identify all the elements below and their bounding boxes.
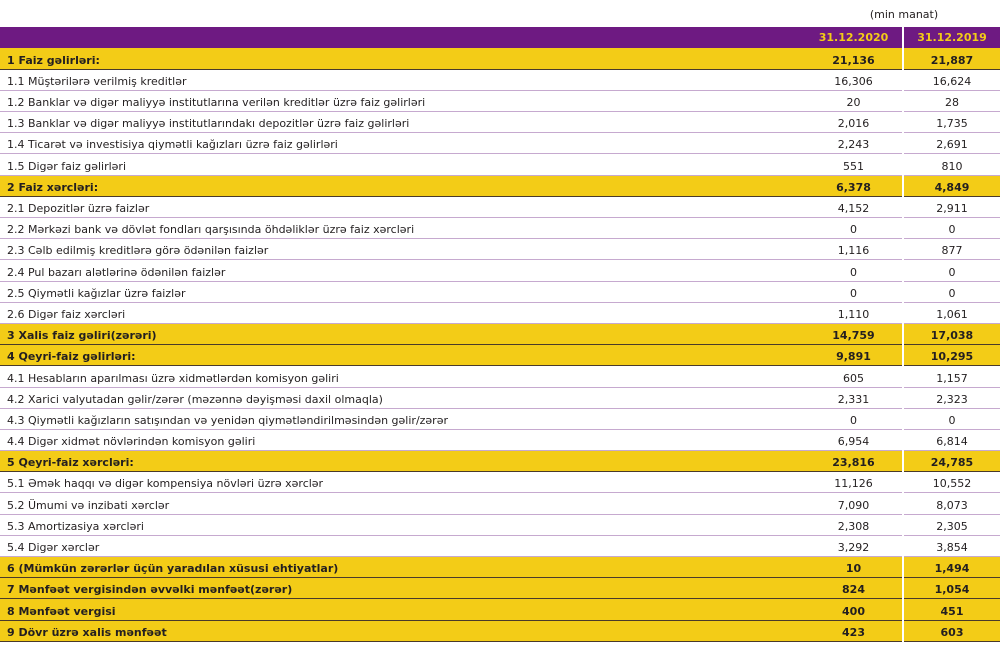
value-2019: 10,552 [903, 472, 1000, 493]
row-label: 7 Mənfəət vergisindən əvvəlki mənfəət(zərər) [0, 578, 805, 599]
table-row [0, 90, 1000, 111]
table-row [0, 154, 1000, 175]
value-2020: 2,243 [805, 133, 903, 154]
value-2019: 877 [903, 239, 1000, 260]
value-2019: 16,624 [903, 69, 1000, 90]
section-row [0, 620, 1000, 641]
section-row [0, 557, 1000, 578]
value-2020: 1,110 [805, 302, 903, 323]
value-2019: 0 [903, 281, 1000, 302]
row-label: 2.2 Mərkəzi bank və dövlət fondları qarşısında öhdəliklər üzrə faiz xərcləri [0, 218, 805, 239]
value-2020: 551 [805, 154, 903, 175]
row-label: 1.1 Müştərilərə verilmiş kreditlər [0, 69, 805, 90]
value-2020: 2,016 [805, 112, 903, 133]
value-2020: 400 [805, 599, 903, 620]
value-2019: 6,814 [903, 429, 1000, 450]
row-label: 4.2 Xarici valyutadan gəlir/zərər (məzənnə dəyişməsi daxil olmaqla) [0, 387, 805, 408]
value-2020: 9,891 [805, 345, 903, 366]
value-2020: 6,378 [805, 175, 903, 196]
value-2019: 17,038 [903, 323, 1000, 344]
table-row [0, 69, 1000, 90]
value-2019: 603 [903, 620, 1000, 641]
value-2020: 0 [805, 218, 903, 239]
row-label: 1 Faiz gəlirləri: [0, 48, 805, 69]
value-2019: 2,323 [903, 387, 1000, 408]
section-row [0, 175, 1000, 196]
row-label: 6 (Mümkün zərərlər üçün yaradılan xüsusi ehtiyatlar) [0, 557, 805, 578]
value-2020: 423 [805, 620, 903, 641]
header-date-2019: 31.12.2019 [917, 31, 987, 44]
value-2019: 2,691 [903, 133, 1000, 154]
table-row [0, 429, 1000, 450]
value-2019: 810 [903, 154, 1000, 175]
section-row [0, 578, 1000, 599]
value-2019: 451 [903, 599, 1000, 620]
value-2019: 1,735 [903, 112, 1000, 133]
table-row [0, 408, 1000, 429]
row-label: 5.2 Ümumi və inzibati xərclər [0, 493, 805, 514]
row-label: 1.3 Banklar və digər maliyyə institutlarındakı depozitlər üzrə faiz gəlirləri [0, 112, 805, 133]
value-2020: 3,292 [805, 535, 903, 556]
table-header-row [0, 27, 1000, 48]
table-row [0, 302, 1000, 323]
value-2019: 1,157 [903, 366, 1000, 387]
value-2020: 0 [805, 260, 903, 281]
row-label: 2.4 Pul bazarı alətlərinə ödənilən faizlər [0, 260, 805, 281]
table-row [0, 514, 1000, 535]
value-2019: 0 [903, 408, 1000, 429]
row-label: 5.4 Digər xərclər [0, 535, 805, 556]
value-2020: 824 [805, 578, 903, 599]
value-2020: 605 [805, 366, 903, 387]
row-label: 2.1 Depozitlər üzrə faizlər [0, 196, 805, 217]
table-row [0, 218, 1000, 239]
header-date-2020: 31.12.2020 [805, 27, 903, 48]
table-row [0, 493, 1000, 514]
value-2020: 21,136 [805, 48, 903, 69]
table-row [0, 387, 1000, 408]
value-2020: 6,954 [805, 429, 903, 450]
value-2020: 16,306 [805, 69, 903, 90]
value-2020: 23,816 [805, 451, 903, 472]
header-label-cell [0, 27, 805, 48]
table-row [0, 472, 1000, 493]
value-2020: 2,331 [805, 387, 903, 408]
value-2020: 10 [805, 557, 903, 578]
table-row [0, 260, 1000, 281]
row-label: 4 Qeyri-faiz gəlirləri: [0, 345, 805, 366]
section-row [0, 451, 1000, 472]
row-label: 1.4 Ticarət və investisiya qiymətli kağızları üzrə faiz gəlirləri [0, 133, 805, 154]
value-2020: 7,090 [805, 493, 903, 514]
table-row [0, 535, 1000, 556]
table-row [0, 112, 1000, 133]
unit-label: (min manat) [869, 8, 939, 21]
value-2020: 2,308 [805, 514, 903, 535]
value-2020: 0 [805, 281, 903, 302]
table-row [0, 239, 1000, 260]
value-2019: 28 [903, 90, 1000, 111]
value-2020: 11,126 [805, 472, 903, 493]
section-row [0, 345, 1000, 366]
value-2020: 4,152 [805, 196, 903, 217]
table-row [0, 281, 1000, 302]
value-2019: 8,073 [903, 493, 1000, 514]
value-2019: 1,054 [903, 578, 1000, 599]
section-row [0, 599, 1000, 620]
value-2019: 2,911 [903, 196, 1000, 217]
value-2019: 10,295 [903, 345, 1000, 366]
row-label: 2.6 Digər faiz xərcləri [0, 302, 805, 323]
value-2019: 24,785 [903, 451, 1000, 472]
row-label: 2 Faiz xərcləri: [0, 175, 805, 196]
value-2020: 1,116 [805, 239, 903, 260]
income-statement-table [0, 27, 1000, 642]
row-label: 1.5 Digər faiz gəlirləri [0, 154, 805, 175]
row-label: 2.5 Qiymətli kağızlar üzrə faizlər [0, 281, 805, 302]
row-label: 4.4 Digər xidmət növlərindən komisyon gəliri [0, 429, 805, 450]
value-2020: 0 [805, 408, 903, 429]
value-2019: 3,854 [903, 535, 1000, 556]
section-row [0, 323, 1000, 344]
value-2020: 20 [805, 90, 903, 111]
row-label: 5.1 Əmək haqqı və digər kompensiya növləri üzrə xərclər [0, 472, 805, 493]
row-label: 5.3 Amortizasiya xərcləri [0, 514, 805, 535]
table-row [0, 133, 1000, 154]
row-label: 4.1 Hesabların aparılması üzrə xidmətlərdən komisyon gəliri [0, 366, 805, 387]
row-label: 4.3 Qiymətli kağızların satışından və yenidən qiymətləndirilməsindən gəlir/zərər [0, 408, 805, 429]
table-row [0, 196, 1000, 217]
value-2020: 14,759 [805, 323, 903, 344]
row-label: 9 Dövr üzrə xalis mənfəət [0, 620, 805, 641]
table-row [0, 366, 1000, 387]
section-row [0, 48, 1000, 69]
row-label: 1.2 Banklar və digər maliyyə institutlarına verilən kreditlər üzrə faiz gəlirləri [0, 90, 805, 111]
value-2019: 1,061 [903, 302, 1000, 323]
row-label: 5 Qeyri-faiz xərcləri: [0, 451, 805, 472]
table-body [0, 48, 1000, 641]
value-2019: 1,494 [903, 557, 1000, 578]
row-label: 3 Xalis faiz gəliri(zərəri) [0, 323, 805, 344]
value-2019: 21,887 [903, 48, 1000, 69]
value-2019: 4,849 [903, 175, 1000, 196]
row-label: 2.3 Cəlb edilmiş kreditlərə görə ödənilən faizlər [0, 239, 805, 260]
value-2019: 0 [903, 218, 1000, 239]
value-2019: 0 [903, 260, 1000, 281]
value-2019: 2,305 [903, 514, 1000, 535]
row-label: 8 Mənfəət vergisi [0, 599, 805, 620]
